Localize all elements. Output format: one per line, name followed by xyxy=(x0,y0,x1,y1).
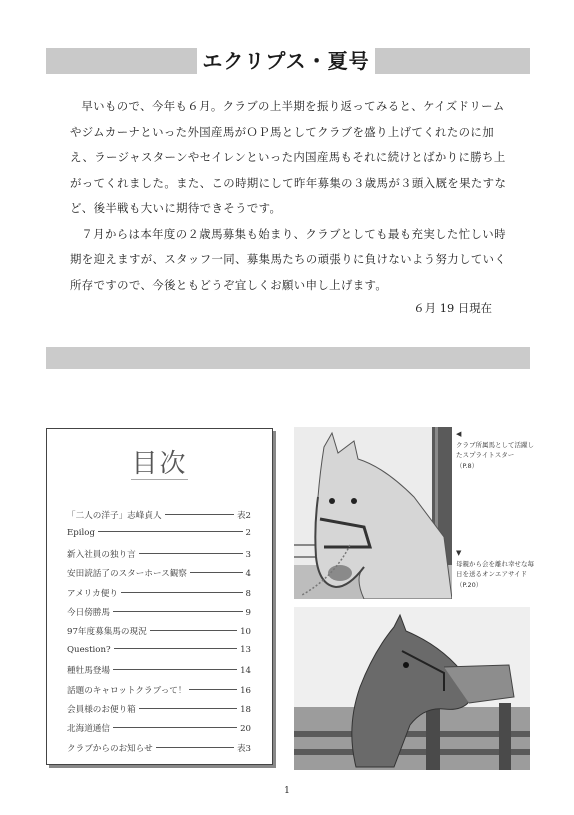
toc-leader xyxy=(189,689,237,690)
toc-item-page: 2 xyxy=(245,528,251,539)
toc-item[interactable] xyxy=(67,509,251,528)
toc-item-title: アメリカ便り xyxy=(67,588,118,599)
toc-title-text: 目次 xyxy=(131,449,188,479)
toc-item-title: 安田読話了のスターホース観察 xyxy=(67,569,187,580)
toc-item[interactable] xyxy=(67,645,251,664)
toc-leader xyxy=(98,531,243,532)
toc-item-title: 話題のキャロットクラブって！ xyxy=(67,685,187,696)
toc-leader xyxy=(114,648,237,649)
toc-item-title: Question? xyxy=(67,644,111,655)
table-of-contents xyxy=(46,428,273,765)
intro-text xyxy=(70,94,510,298)
toc-item[interactable] xyxy=(67,567,251,586)
toc-item-title: Epilog xyxy=(67,528,95,539)
toc-item[interactable] xyxy=(67,664,251,683)
arrow-left-icon: ◀ xyxy=(456,430,462,438)
toc-leader xyxy=(113,727,237,728)
toc-leader xyxy=(121,592,243,593)
toc-leader xyxy=(139,553,243,554)
toc-item[interactable] xyxy=(67,703,251,722)
photo-caption-1-text: クラブ所属馬として活躍したスプライトスター （P.8） xyxy=(456,440,534,470)
horse-photo-bay xyxy=(294,607,530,770)
toc-item-page: 10 xyxy=(240,627,251,638)
toc-item-page: 9 xyxy=(245,607,251,618)
toc-item[interactable] xyxy=(67,548,251,567)
date-stamp: ６月 19 日現在 xyxy=(413,301,492,315)
toc-leader xyxy=(150,630,237,631)
toc-item[interactable] xyxy=(67,606,251,625)
horse-photo-grey-image xyxy=(294,427,452,599)
toc-item-page: 18 xyxy=(240,704,251,715)
toc-item-title: 今日傍勝馬 xyxy=(67,607,110,618)
photo-caption-1 xyxy=(456,429,534,471)
toc-item-title: クラブからのお知らせ xyxy=(67,743,153,754)
divider-band xyxy=(46,347,530,369)
toc-leader xyxy=(165,514,234,515)
toc-item[interactable] xyxy=(67,684,251,703)
horse-photo-bay-image xyxy=(294,607,530,770)
toc-item-title: 97年度募集馬の現況 xyxy=(67,627,147,638)
photo-caption-2-text: 母親から会を離れ幸せな毎日を送るオンエアサイド （P.20） xyxy=(456,559,534,589)
toc-item-page: 3 xyxy=(245,549,251,560)
toc-item-page: 表3 xyxy=(236,743,251,754)
toc-item-page: 20 xyxy=(240,724,251,735)
toc-leader xyxy=(156,747,234,748)
toc-item-page: 14 xyxy=(240,666,251,677)
intro-paragraph-2: ７月からは本年度の２歳馬募集も始まり、クラブとしても最も充実した忙しい時期を迎えますが、スタッフ一同、募集馬たちの頑張りに負けないよう努力していく所存ですので、今後ともどうぞ宜しくお願い申し上げます。 xyxy=(70,226,507,292)
toc-item-page: 13 xyxy=(240,644,251,655)
arrow-down-icon: ▼ xyxy=(456,549,462,557)
horse-photo-grey xyxy=(294,427,452,599)
toc-item-page: 表2 xyxy=(236,511,251,521)
photo-caption-2 xyxy=(456,548,534,590)
page-title: エクリプス・夏号 xyxy=(197,46,375,76)
toc-leader xyxy=(139,708,237,709)
page-number: 1 xyxy=(284,786,290,796)
toc-item-title: 新入社員の独り言 xyxy=(67,549,136,560)
toc-leader xyxy=(190,572,243,573)
toc-item-title: 北海道通信 xyxy=(67,724,110,735)
toc-leader xyxy=(113,669,237,670)
toc-leader xyxy=(113,611,243,612)
toc-item-page: 8 xyxy=(245,588,251,599)
toc-item[interactable] xyxy=(67,528,251,547)
toc-item[interactable] xyxy=(67,742,251,761)
toc-item-title: 会員様のお便り箱 xyxy=(67,704,136,715)
toc-item[interactable] xyxy=(67,587,251,606)
toc-item-title: 「二人の洋子」志峰貞人 xyxy=(67,511,162,521)
toc-item[interactable] xyxy=(67,625,251,644)
intro-paragraph-1: 早いもので、今年も６月。クラブの上半期を振り返ってみると、ケイズドリームやジムカーナといった外国産馬がＯＰ馬としてクラブを盛り上げてくれたのに加え、ラージャスターンやセイレンといった内国産馬もそれに続けとばかりに勝ち上がってくれました。また、この時期にして昨年募集の３歳馬が３頭入厩を果たすなど、後半戦も大いに期待できそうです。 xyxy=(70,99,507,215)
toc-item-page: 4 xyxy=(245,569,251,580)
toc-item-title: 種牡馬登場 xyxy=(67,666,110,677)
toc-item-page: 16 xyxy=(240,685,251,696)
toc-list xyxy=(67,509,251,761)
toc-item[interactable] xyxy=(67,722,251,741)
toc-title xyxy=(47,443,272,480)
